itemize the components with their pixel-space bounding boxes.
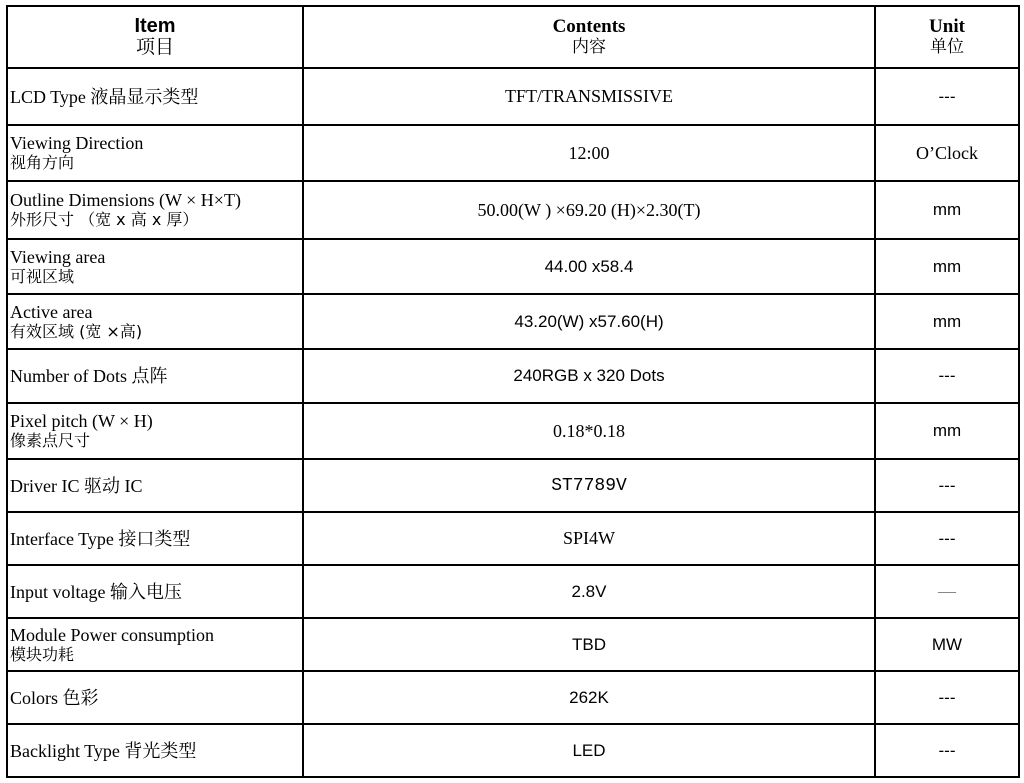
table-row	[7, 125, 1019, 181]
item-cell	[7, 125, 303, 181]
lcd-spec-table	[6, 5, 1020, 778]
content-cell: 43.20(W) x57.60(H)	[303, 294, 875, 349]
table-row	[7, 181, 1019, 239]
header-contents-cn: 内容	[572, 37, 606, 57]
item-label: Pixel pitch (W × H)	[10, 411, 153, 431]
unit-cell: ---	[875, 349, 1019, 403]
item-label-cn: 像素点尺寸	[10, 431, 91, 450]
table-row	[7, 68, 1019, 125]
table-row	[7, 618, 1019, 671]
unit-cell: ---	[875, 512, 1019, 565]
table-row	[7, 403, 1019, 459]
item-cell	[7, 618, 303, 671]
item-label: Viewing Direction	[10, 133, 144, 153]
item-label: Outline Dimensions (W × H×T)	[10, 190, 241, 210]
item-label: Colors 色彩	[10, 687, 99, 708]
content-cell: LED	[303, 724, 875, 777]
header-contents	[303, 6, 875, 68]
content-cell: SPI4W	[303, 512, 875, 565]
content-cell: 44.00 x58.4	[303, 239, 875, 294]
item-label: Number of Dots 点阵	[10, 366, 168, 386]
header-item-en: Item	[134, 15, 176, 37]
item-cell	[7, 459, 303, 512]
item-cell	[7, 403, 303, 459]
header-unit-cn: 单位	[930, 37, 964, 57]
unit-cell: mm	[875, 403, 1019, 459]
unit-cell: O’Clock	[875, 125, 1019, 181]
item-cell	[7, 68, 303, 125]
header-item-cn: 项目	[135, 36, 174, 58]
item-label: Interface Type 接口类型	[10, 528, 191, 549]
header-unit	[875, 6, 1019, 68]
item-label-cn: 模块功耗	[10, 644, 75, 664]
header-row	[7, 6, 1019, 68]
table-row	[7, 512, 1019, 565]
item-label-cn: 外形尺寸 （宽 x 高 x 厚）	[10, 210, 199, 229]
content-cell: 240RGB x 320 Dots	[303, 349, 875, 403]
item-label: Driver IC 驱动 IC	[10, 475, 143, 496]
item-label-cn: 有效区域 (宽 ×高)	[10, 321, 143, 341]
content-cell: 0.18*0.18	[303, 403, 875, 459]
header-unit-en: Unit	[929, 16, 965, 37]
table-row	[7, 724, 1019, 777]
unit-cell: mm	[875, 239, 1019, 294]
unit-cell: MW	[875, 618, 1019, 671]
table-row	[7, 239, 1019, 294]
table-body	[7, 68, 1019, 777]
content-cell: TBD	[303, 618, 875, 671]
item-cell	[7, 671, 303, 724]
item-label-cn: 可视区域	[10, 266, 75, 286]
item-label: Viewing area	[10, 246, 106, 267]
item-label: LCD Type 液晶显示类型	[10, 86, 199, 107]
header-contents-en: Contents	[552, 16, 626, 37]
item-cell	[7, 349, 303, 403]
content-cell: 12:00	[303, 125, 875, 181]
content-cell: 262K	[303, 671, 875, 724]
unit-cell: ---	[875, 459, 1019, 512]
content-cell: TFT/TRANSMISSIVE	[303, 68, 875, 125]
content-cell: ST7789V	[303, 459, 875, 512]
item-cell	[7, 239, 303, 294]
content-cell: 2.8V	[303, 565, 875, 618]
item-cell	[7, 724, 303, 777]
table-row	[7, 459, 1019, 512]
item-label: Active area	[10, 301, 93, 322]
unit-cell: mm	[875, 181, 1019, 239]
item-label: Backlight Type 背光类型	[10, 740, 197, 761]
header-item	[7, 6, 303, 68]
item-label: Input voltage 输入电压	[10, 581, 182, 602]
item-label: Module Power consumption	[10, 624, 214, 645]
table-row	[7, 565, 1019, 618]
table-row	[7, 671, 1019, 724]
item-cell	[7, 181, 303, 239]
table-row	[7, 294, 1019, 349]
content-cell: 50.00(W ) ×69.20 (H)×2.30(T)	[303, 181, 875, 239]
unit-cell: mm	[875, 294, 1019, 349]
unit-cell: ---	[875, 671, 1019, 724]
table-row	[7, 349, 1019, 403]
unit-cell: —	[875, 565, 1019, 618]
item-label-cn: 视角方向	[10, 153, 75, 172]
item-cell	[7, 294, 303, 349]
item-cell	[7, 512, 303, 565]
item-cell	[7, 565, 303, 618]
table-header	[7, 6, 1019, 68]
unit-cell: ---	[875, 68, 1019, 125]
unit-cell: ---	[875, 724, 1019, 777]
